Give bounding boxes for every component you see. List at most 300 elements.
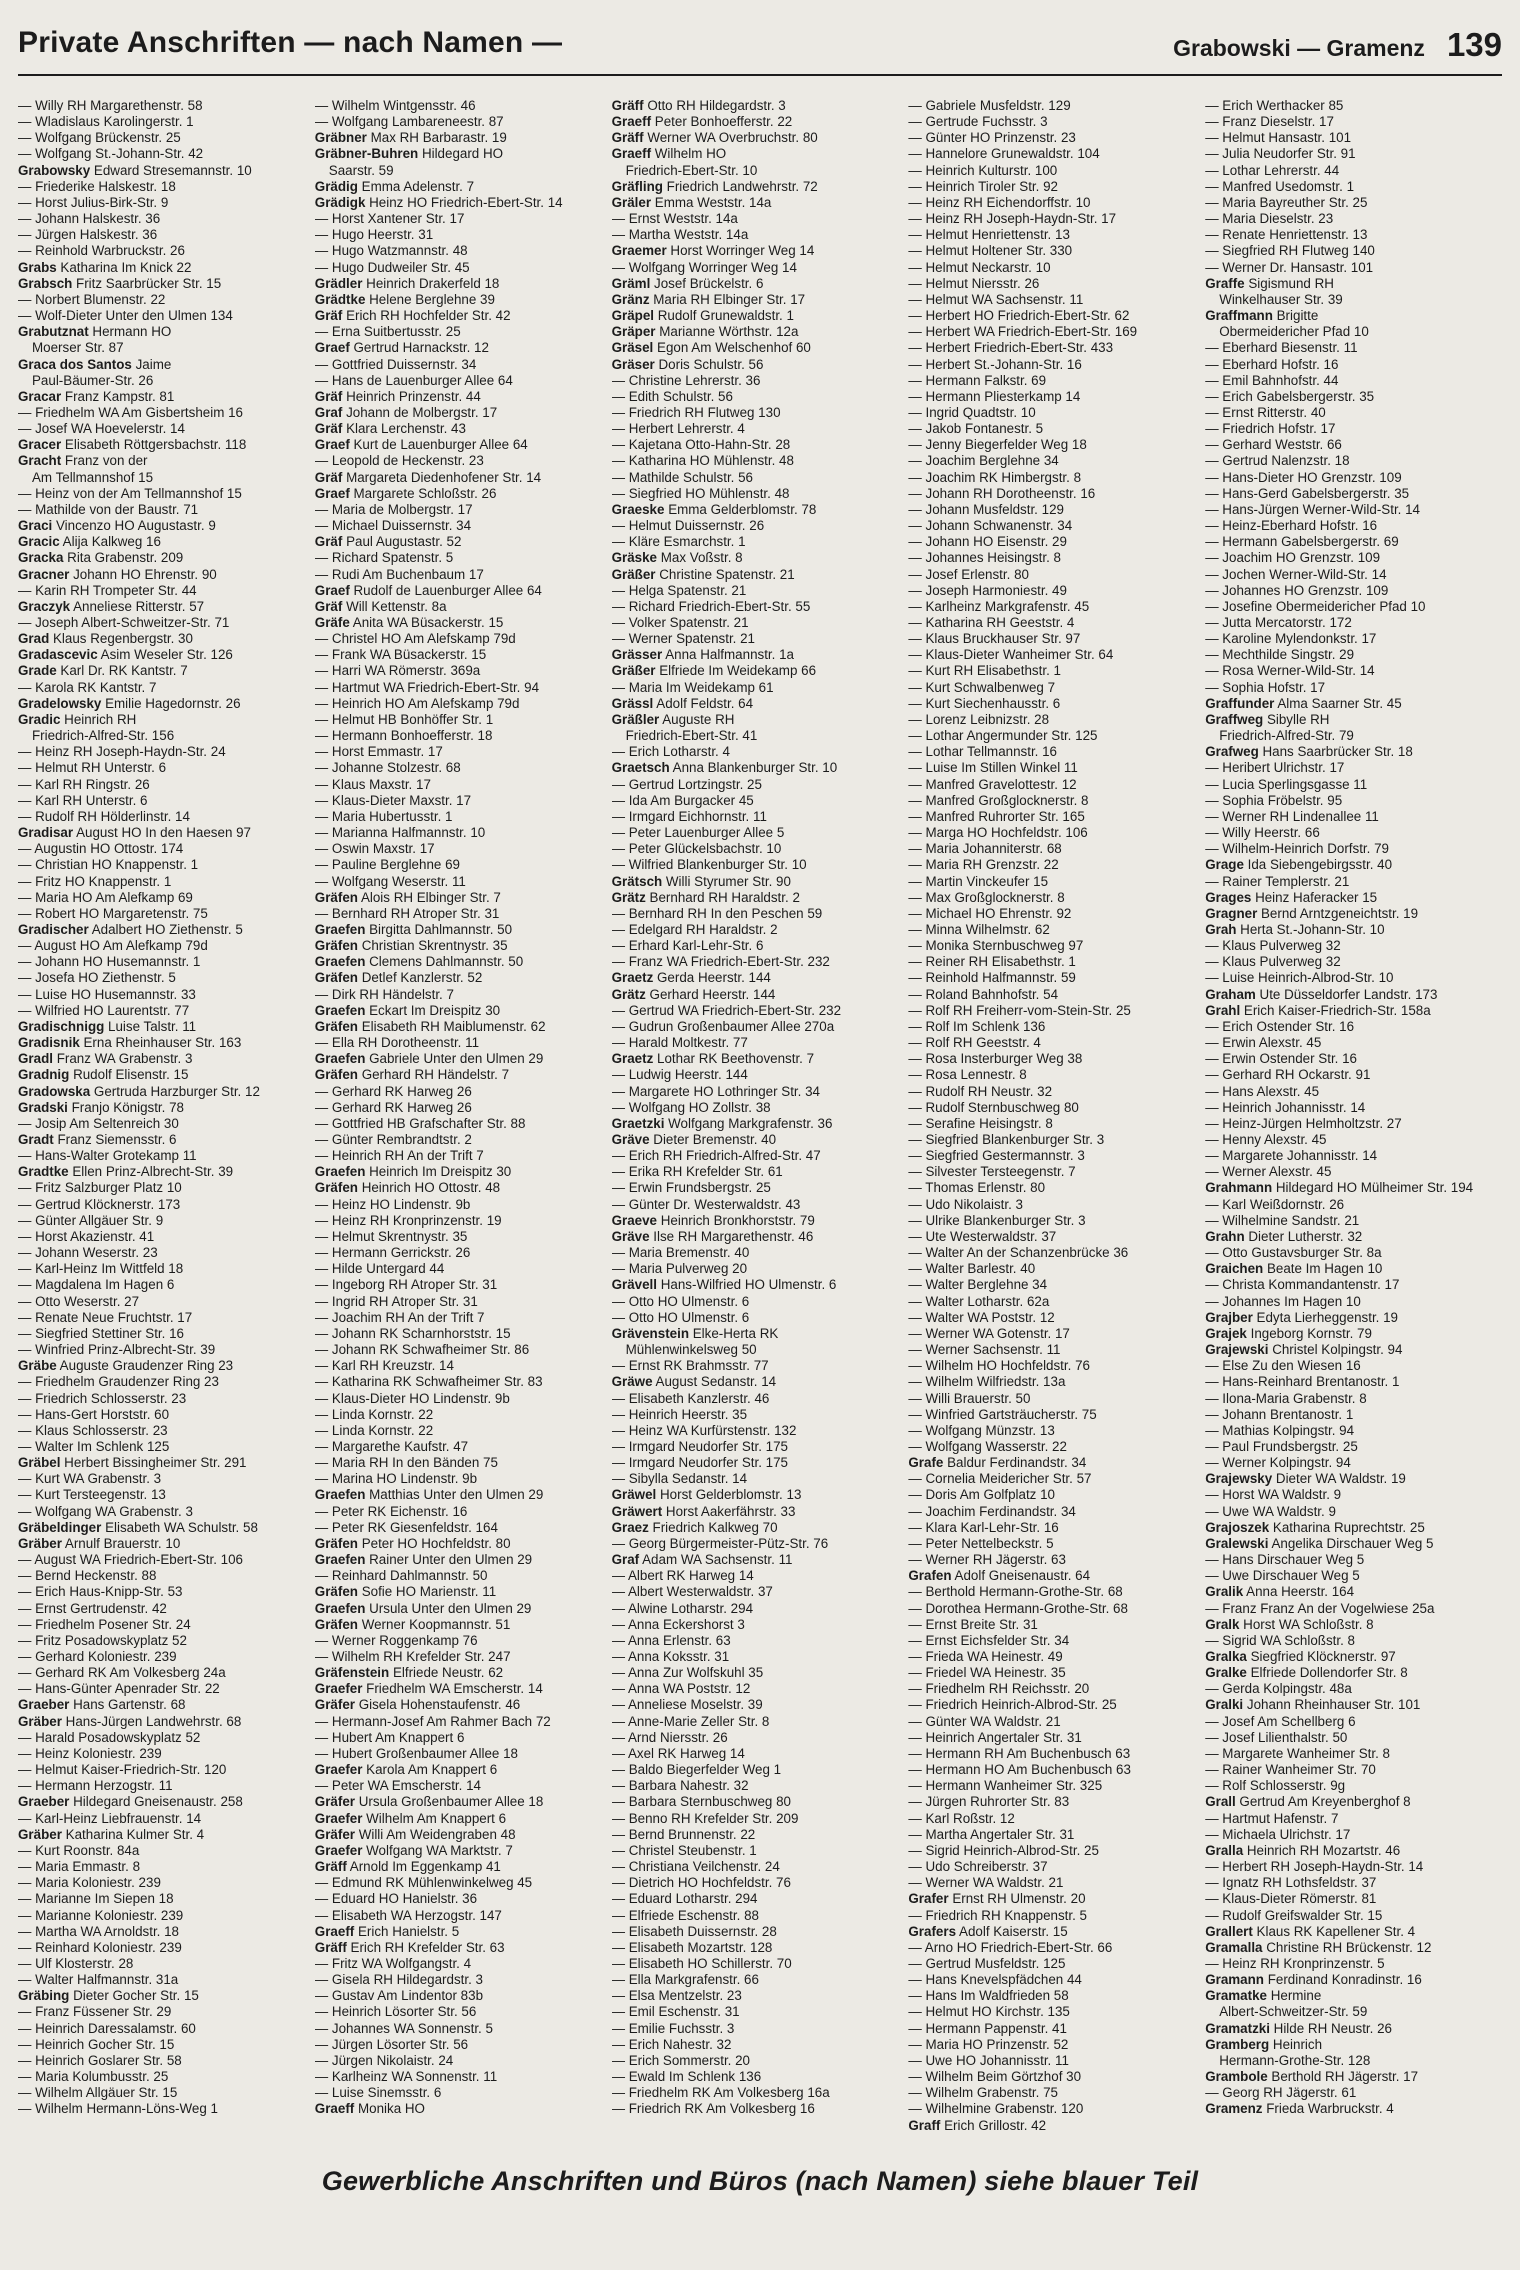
directory-entry [315, 1908, 608, 1924]
directory-entry [18, 1019, 311, 1035]
entry-text: Clemens Dahlmannstr. 50 [365, 954, 524, 970]
directory-entry [315, 1310, 608, 1326]
directory-entry [18, 1294, 311, 1310]
directory-entry [315, 1762, 608, 1778]
entry-surname: Graetsch [611, 760, 670, 776]
entry-text: — Heinz RH Eichendorffstr. 10 [908, 194, 1091, 210]
directory-entry [1205, 1778, 1498, 1794]
entry-text: — Hans Alexstr. 45 [1205, 1083, 1320, 1099]
directory-entry [315, 130, 608, 146]
entry-text: — Elsa Mentzelstr. 23 [611, 1988, 742, 2004]
entry-text: — Karl-Heinz Liebfrauenstr. 14 [18, 1810, 202, 1826]
entry-text: Klara Lerchenstr. 43 [342, 421, 466, 437]
entry-text: — Anna Erlenstr. 63 [611, 1632, 731, 1648]
entry-text: — Maria RH Grenzstr. 22 [908, 857, 1059, 873]
directory-entry [908, 1811, 1201, 1827]
entry-text: — Christian HO Knappenstr. 1 [18, 857, 199, 873]
entry-text: Rainer Unter den Ulmen 29 [365, 1552, 533, 1568]
entry-text: Wilhelm Am Knappert 6 [362, 1810, 507, 1826]
entry-text: — Hermann Herzogstr. 11 [18, 1778, 173, 1794]
directory-entry [612, 1988, 905, 2004]
entry-surname: Gradischnigg [18, 1018, 105, 1034]
entry-text: — Johann Schwanenstr. 34 [908, 518, 1073, 534]
entry-text: — Erhard Karl-Lehr-Str. 6 [611, 938, 764, 954]
entry-text: — Anna Eckershorst 3 [611, 1616, 745, 1632]
directory-entry [612, 728, 905, 744]
entry-text: Arnold Im Eggenkamp 41 [346, 1859, 501, 1875]
entry-text: — Heinrich Lösorter Str. 56 [314, 2004, 477, 2020]
entry-text: Baldur Ferdinandstr. 34 [943, 1455, 1087, 1471]
directory-entry [908, 1245, 1201, 1261]
entry-text: Gerhard Heerstr. 144 [645, 986, 776, 1002]
directory-entry [315, 857, 608, 873]
directory-entry [18, 696, 311, 712]
entry-text: Friedrich-Alfred-Str. 156 [32, 728, 175, 744]
directory-entry [315, 195, 608, 211]
entry-text: Fritz Saarbrücker Str. 15 [72, 275, 222, 291]
entry-text: — Martha WA Arnoldstr. 18 [18, 1923, 179, 1939]
entry-text: — Jürgen Nikolaistr. 24 [314, 2052, 454, 2068]
entry-text: — Bernhard RH In den Peschen 59 [611, 905, 823, 921]
entry-text: — Helmut HO Kirchstr. 135 [908, 2004, 1070, 2020]
directory-entry [18, 1681, 311, 1697]
entry-text: — Gertrud Nalenzstr. 18 [1205, 453, 1350, 469]
entry-text: — Margarete Wanheimer Str. 8 [1205, 1745, 1390, 1761]
entry-surname: Gräf [314, 598, 343, 614]
directory-entry [315, 1471, 608, 1487]
entry-text: — Joachim RH An der Trift 7 [314, 1309, 485, 1325]
entry-text: — Helmut Hansastr. 101 [1205, 130, 1352, 146]
directory-entry [315, 1439, 608, 1455]
entry-text: — Lothar Angermunder Str. 125 [908, 728, 1098, 744]
directory-entry [612, 1326, 905, 1342]
entry-surname: Grajoszek [1205, 1519, 1270, 1535]
entry-text: — Maria Johanniterstr. 68 [908, 841, 1062, 857]
entry-surname: Gräve [611, 1132, 650, 1147]
entry-surname: Gracka [18, 550, 64, 566]
directory-entry [315, 874, 608, 890]
entry-surname: Gracar [18, 388, 62, 404]
column-1 [18, 98, 315, 2138]
directory-entry [1205, 857, 1498, 873]
directory-entry [1205, 1455, 1498, 1471]
entry-text: — Wilhelm-Heinrich Dorfstr. 79 [1205, 841, 1389, 857]
directory-entry [908, 2085, 1201, 2101]
directory-entry [612, 696, 905, 712]
entry-text: — Michael Duissernstr. 34 [314, 518, 472, 534]
directory-entry [1205, 2004, 1498, 2020]
entry-text: — Friedrich RK Am Volkesberg 16 [611, 2101, 815, 2117]
entry-surname: Graefen [314, 1552, 366, 1568]
entry-text: — Gisela RH Hildegardstr. 3 [314, 1972, 483, 1988]
directory-entry [612, 1116, 905, 1132]
directory-entry [315, 276, 608, 292]
entry-text: — Heinrich HO Am Alefskamp 79d [314, 695, 520, 711]
entry-text: Hermine [1266, 1988, 1322, 2004]
directory-entry [1205, 1520, 1498, 1536]
directory-entry [908, 1908, 1201, 1924]
entry-text: — Wilhelm RH Krefelder Str. 247 [314, 1649, 511, 1664]
entry-text: Auguste RH [659, 711, 735, 727]
directory-entry [18, 1051, 311, 1067]
entry-text: — Monika Sternbuschweg 97 [908, 938, 1084, 954]
entry-text: — Anne-Marie Zeller Str. 8 [611, 1713, 770, 1729]
entry-text: — Frank WA Büsackerstr. 15 [314, 647, 487, 663]
entry-surname: Grässl [611, 695, 654, 711]
entry-surname: Gradascevic [18, 647, 98, 663]
entry-text: — Sigrid Heinrich-Albrod-Str. 25 [908, 1842, 1099, 1858]
entry-text: Franz WA Grabenstr. 3 [52, 1051, 193, 1067]
directory-entry [18, 1746, 311, 1762]
directory-entry [18, 1794, 311, 1810]
entry-surname: Grages [1205, 889, 1252, 905]
directory-entry [612, 1471, 905, 1487]
entry-text: — Josefine Obermeidericher Pfad 10 [1205, 598, 1426, 614]
directory-entry [908, 405, 1201, 421]
directory-entry [908, 1374, 1201, 1390]
entry-surname: Gramatke [1205, 1988, 1267, 2004]
entry-surname: Gradisar [18, 825, 74, 841]
directory-entry [612, 2021, 905, 2037]
directory-entry [315, 1536, 608, 1552]
entry-surname: Gräwel [611, 1487, 657, 1503]
entry-surname: Gramatzki [1205, 2020, 1270, 2036]
directory-entry [1205, 1940, 1498, 1956]
entry-text: Ferdinand Konradinstr. 16 [1263, 1972, 1422, 1988]
entry-text: — Winfried Prinz-Albrecht-Str. 39 [18, 1342, 216, 1358]
entry-text: — Marianna Halfmannstr. 10 [314, 825, 486, 841]
entry-surname: Graham [1205, 986, 1256, 1002]
directory-entry [612, 970, 905, 986]
directory-entry [1205, 1730, 1498, 1746]
directory-entry [1205, 567, 1498, 583]
directory-entry [612, 647, 905, 663]
entry-text: Friedrich Landwehrstr. 72 [662, 178, 818, 194]
directory-entry [612, 680, 905, 696]
directory-entry [908, 1051, 1201, 1067]
entry-text: — Werner Spatenstr. 21 [611, 631, 755, 647]
directory-entry [1205, 357, 1498, 373]
directory-entry [315, 421, 608, 437]
directory-entry [1205, 647, 1498, 663]
directory-entry [1205, 243, 1498, 259]
entry-text: Adalbert HO Ziethenstr. 5 [88, 921, 243, 937]
entry-text: Max RH Barbarastr. 19 [366, 130, 507, 146]
entry-surname: Gräff [314, 1939, 347, 1955]
directory-entry [315, 1326, 608, 1342]
entry-surname: Gracer [18, 437, 62, 453]
directory-entry [1205, 2069, 1498, 2085]
directory-entry [908, 534, 1201, 550]
entry-text: — Otto HO Ulmenstr. 6 [611, 1293, 750, 1309]
directory-entry [1205, 1471, 1498, 1487]
entry-text: — Ewald Im Schlenk 136 [611, 2069, 762, 2085]
directory-entry [612, 760, 905, 776]
entry-surname: Grävenstein [611, 1325, 689, 1341]
entry-text: — Paul Frundsbergstr. 25 [1205, 1438, 1358, 1454]
directory-entry [1205, 841, 1498, 857]
entry-text: — Lothar Lehrerstr. 44 [1205, 162, 1340, 178]
directory-entry [315, 114, 608, 130]
directory-entry [1205, 470, 1498, 486]
entry-text: — Michael HO Ehrenstr. 92 [908, 905, 1072, 921]
entry-surname: Grätz [611, 986, 646, 1002]
entry-text: Heinrich Bronkhorststr. 79 [657, 1212, 815, 1228]
directory-entry [908, 1988, 1201, 2004]
entry-text: Heinrich RH [60, 711, 137, 727]
entry-surname: Gräber [18, 1713, 62, 1729]
entry-text: — Irmgard Neudorfer Str. 175 [611, 1438, 788, 1454]
entry-text: — Friedhelm RK Am Volkesberg 16a [611, 2085, 830, 2101]
entry-text: Edyta Lierheggenstr. 19 [1252, 1309, 1398, 1325]
entry-text: — Otto Gustavsburger Str. 8a [1205, 1245, 1382, 1261]
directory-entry [315, 1116, 608, 1132]
directory-entry [612, 114, 905, 130]
entry-text: — Heinz RH Joseph-Haydn-Str. 24 [18, 744, 226, 760]
directory-entry [315, 1617, 608, 1633]
entry-surname: Graichen [1205, 1261, 1264, 1277]
entry-text: — Johannes Im Hagen 10 [1205, 1293, 1361, 1309]
directory-entry [612, 809, 905, 825]
directory-entry [18, 405, 311, 421]
entry-text: — Ernst RK Brahmsstr. 77 [611, 1358, 769, 1374]
directory-entry [18, 243, 311, 259]
entry-text: — Walter Halfmannstr. 31a [18, 1972, 179, 1988]
entry-text: — Rainer Wanheimer Str. 70 [1205, 1762, 1376, 1778]
entry-text: — Ernst Weststr. 14a [611, 211, 738, 227]
entry-surname: Graff [908, 2117, 941, 2133]
entry-text: — Christel HO Am Alefskamp 79d [314, 631, 516, 647]
entry-text: — Marina HO Lindenstr. 9b [314, 1471, 478, 1487]
entry-text: Erich Kaiser-Friedrich-Str. 158a [1240, 1002, 1431, 1018]
entry-text: Erich RH Krefelder Str. 63 [346, 1939, 505, 1955]
entry-text: — Siegfried Gestermannstr. 3 [908, 1148, 1085, 1164]
entry-surname: Graef [314, 582, 350, 598]
entry-text: Erna Rheinhauser Str. 163 [79, 1035, 242, 1051]
directory-entry [612, 227, 905, 243]
entry-text: — Bernd Heckenstr. 88 [18, 1568, 157, 1584]
entry-text: — Friedrich Heinrich-Albrod-Str. 25 [908, 1697, 1117, 1713]
directory-entry [18, 1714, 311, 1730]
entry-text: — Gerda Kolpingstr. 48a [1205, 1681, 1352, 1697]
directory-entry [18, 227, 311, 243]
directory-entry [18, 1100, 311, 1116]
entry-text: — Wolf-Dieter Unter den Ulmen 134 [18, 308, 233, 324]
directory-entry [612, 1520, 905, 1536]
directory-entry [908, 1229, 1201, 1245]
entry-surname: Grambole [1205, 2069, 1268, 2085]
directory-entry [18, 211, 311, 227]
entry-surname: Graeff [314, 2101, 355, 2117]
directory-entry [18, 550, 311, 566]
directory-entry [908, 2069, 1201, 2085]
directory-entry [1205, 1908, 1498, 1924]
directory-entry [315, 1229, 608, 1245]
entry-surname: Graeske [611, 501, 665, 517]
directory-entry [18, 777, 311, 793]
entry-text: — Mechthilde Singstr. 29 [1205, 647, 1355, 663]
entry-text: — Erwin Alexstr. 45 [1205, 1035, 1322, 1051]
entry-text: Anna Heerstr. 164 [1243, 1584, 1355, 1600]
entry-text: — Maria Emmastr. 8 [18, 1859, 141, 1875]
directory-entry [18, 357, 311, 373]
directory-entry [18, 1245, 311, 1261]
entry-text: — Karl Weißdornstr. 26 [1205, 1196, 1345, 1212]
directory-entry [612, 1649, 905, 1665]
entry-text: — Walter WA Poststr. 12 [908, 1309, 1055, 1325]
entry-text: — Baldo Biegerfelder Weg 1 [611, 1762, 782, 1778]
entry-text: Heinrich Prinzenstr. 44 [342, 388, 481, 404]
entry-text: — Elisabeth Duissernstr. 28 [611, 1923, 777, 1939]
entry-text: — Barbara Sternbuschweg 80 [611, 1794, 791, 1810]
directory-entry [908, 1601, 1201, 1617]
directory-entry [1205, 1326, 1498, 1342]
directory-entry [1205, 1649, 1498, 1665]
entry-text: — Erich Gabelsbergerstr. 35 [1205, 388, 1375, 404]
entry-text: — Roland Bahnhofstr. 54 [908, 986, 1059, 1002]
directory-entry [612, 373, 905, 389]
directory-entry [612, 421, 905, 437]
entry-text: — Uwe WA Waldstr. 9 [1205, 1503, 1336, 1519]
directory-entry [612, 1859, 905, 1875]
directory-entry [1205, 1051, 1498, 1067]
entry-text: — Renate Neue Fruchtstr. 17 [18, 1309, 193, 1325]
directory-entry [908, 1584, 1201, 1600]
directory-entry [1205, 1407, 1498, 1423]
entry-text: — Gerhard RK Harweg 26 [314, 1083, 472, 1099]
entry-text: — Werner Dr. Hansastr. 101 [1205, 259, 1374, 275]
directory-entry [1205, 1827, 1498, 1843]
directory-entry [315, 2037, 608, 2053]
directory-entry [1205, 550, 1498, 566]
entry-text: — Herbert RH Joseph-Haydn-Str. 14 [1205, 1859, 1424, 1875]
directory-entry [908, 1132, 1201, 1148]
directory-entry [908, 712, 1201, 728]
entry-surname: Gräml [611, 275, 651, 291]
directory-entry [908, 211, 1201, 227]
directory-entry [18, 114, 311, 130]
entry-surname: Graefer [314, 1681, 363, 1697]
entry-text: Elisabeth Röttgersbachstr. 118 [61, 437, 247, 453]
directory-entry [612, 389, 905, 405]
entry-surname: Gräber [18, 1535, 62, 1551]
entry-text: — Marianne Koloniestr. 239 [18, 1907, 184, 1923]
entry-text: — Hans Knevelspfädchen 44 [908, 1972, 1082, 1988]
directory-entry [18, 1891, 311, 1907]
entry-text: — Klaus Bruckhauser Str. 97 [908, 631, 1081, 647]
directory-entry [315, 2101, 608, 2117]
directory-entry [612, 663, 905, 679]
entry-surname: Grajber [1205, 1309, 1253, 1325]
entry-text: — Wolfgang Wasserstr. 22 [908, 1438, 1067, 1454]
entry-surname: Gräfe [314, 615, 350, 630]
entry-text: Bernhard RH Haraldstr. 2 [645, 889, 800, 905]
entry-text: — Helmut Niersstr. 26 [908, 275, 1040, 291]
directory-entry [18, 1213, 311, 1229]
entry-text: — Fritz HO Knappenstr. 1 [18, 873, 172, 889]
directory-entry [612, 550, 905, 566]
entry-surname: Gracner [18, 566, 70, 582]
directory-entry [612, 1601, 905, 1617]
entry-text: — Willy RH Margarethenstr. 58 [18, 98, 203, 113]
entry-text: — Magdalena Im Hagen 6 [18, 1277, 175, 1293]
directory-entry [1205, 308, 1498, 324]
entry-text: — Maria Im Weidekamp 61 [611, 679, 774, 695]
entry-surname: Gralka [1205, 1649, 1247, 1664]
directory-entry [18, 615, 311, 631]
entry-text: Emma Weststr. 14a [651, 194, 772, 210]
entry-text: — Otto Weserstr. 27 [18, 1293, 140, 1309]
directory-entry [315, 1940, 608, 1956]
directory-entry [1205, 1617, 1498, 1633]
directory-entry [1205, 195, 1498, 211]
entry-text: — Hans Im Waldfrieden 58 [908, 1988, 1069, 2004]
directory-entry [908, 1180, 1201, 1196]
directory-entry [18, 728, 311, 744]
directory-entry [315, 906, 608, 922]
entry-text: Ida Siebengebirgsstr. 40 [1243, 857, 1393, 873]
directory-entry [612, 1261, 905, 1277]
entry-text: — Werner WA Waldstr. 21 [908, 1875, 1064, 1891]
entry-text: — Gertrude Fuchsstr. 3 [908, 114, 1048, 130]
directory-entry [1205, 1294, 1498, 1310]
directory-entry [18, 760, 311, 776]
entry-text: — Klaus Pulverweg 32 [1205, 938, 1341, 954]
directory-entry [612, 1714, 905, 1730]
entry-text: — Axel RK Harweg 14 [611, 1745, 745, 1761]
directory-entry [315, 308, 608, 324]
entry-surname: Gräve [611, 1228, 650, 1244]
entry-text: — Gertrud Lortzingstr. 25 [611, 776, 762, 792]
directory-entry [908, 1277, 1201, 1293]
entry-text: Rita Grabenstr. 209 [63, 550, 184, 566]
entry-text: — Max Großglocknerstr. 8 [908, 889, 1065, 905]
entry-text: — Walter Im Schlenk 125 [18, 1438, 170, 1454]
entry-text: — Peter WA Emscherstr. 14 [314, 1778, 481, 1794]
entry-text: — Gerhard RK Harweg 26 [314, 1099, 472, 1115]
directory-entry [612, 567, 905, 583]
entry-text: — Helmut HB Bonhöffer Str. 1 [314, 711, 494, 727]
directory-entry [18, 809, 311, 825]
entry-text: Rudolf Elisenstr. 15 [69, 1067, 189, 1083]
entry-text: — Eduard Lotharstr. 294 [611, 1891, 758, 1907]
entry-surname: Graca dos Santos [18, 356, 132, 372]
directory-entry [315, 1487, 608, 1503]
directory-entry [315, 631, 608, 647]
entry-surname: Grätsch [611, 873, 663, 889]
directory-entry [908, 1019, 1201, 1035]
entry-text: Margarete Schloßstr. 26 [349, 485, 497, 501]
directory-entry [1205, 1762, 1498, 1778]
directory-entry [18, 987, 311, 1003]
directory-entry [315, 777, 608, 793]
entry-text: — Helmut Kaiser-Friedrich-Str. 120 [18, 1762, 227, 1778]
entry-text: Erich RH Hochfelder Str. 42 [342, 308, 511, 324]
entry-text: — Werner WA Gotenstr. 17 [908, 1325, 1070, 1341]
directory-entry [908, 1633, 1201, 1649]
directory-entry [612, 405, 905, 421]
entry-text: Berthold RH Jägerstr. 17 [1267, 2069, 1419, 2085]
entry-text: — Sibylla Sedanstr. 14 [611, 1471, 748, 1487]
entry-text: Luise Talstr. 11 [104, 1018, 197, 1034]
entry-text: — Maria de Molbergstr. 17 [314, 501, 473, 517]
entry-text: Friedrich-Ebert-Str. 41 [625, 728, 758, 744]
entry-text: — Anna Koksstr. 31 [611, 1649, 730, 1664]
directory-entry [1205, 1245, 1498, 1261]
entry-text: — Albert Westerwaldstr. 37 [611, 1584, 773, 1600]
directory-entry [1205, 938, 1498, 954]
directory-entry [1205, 1746, 1498, 1762]
